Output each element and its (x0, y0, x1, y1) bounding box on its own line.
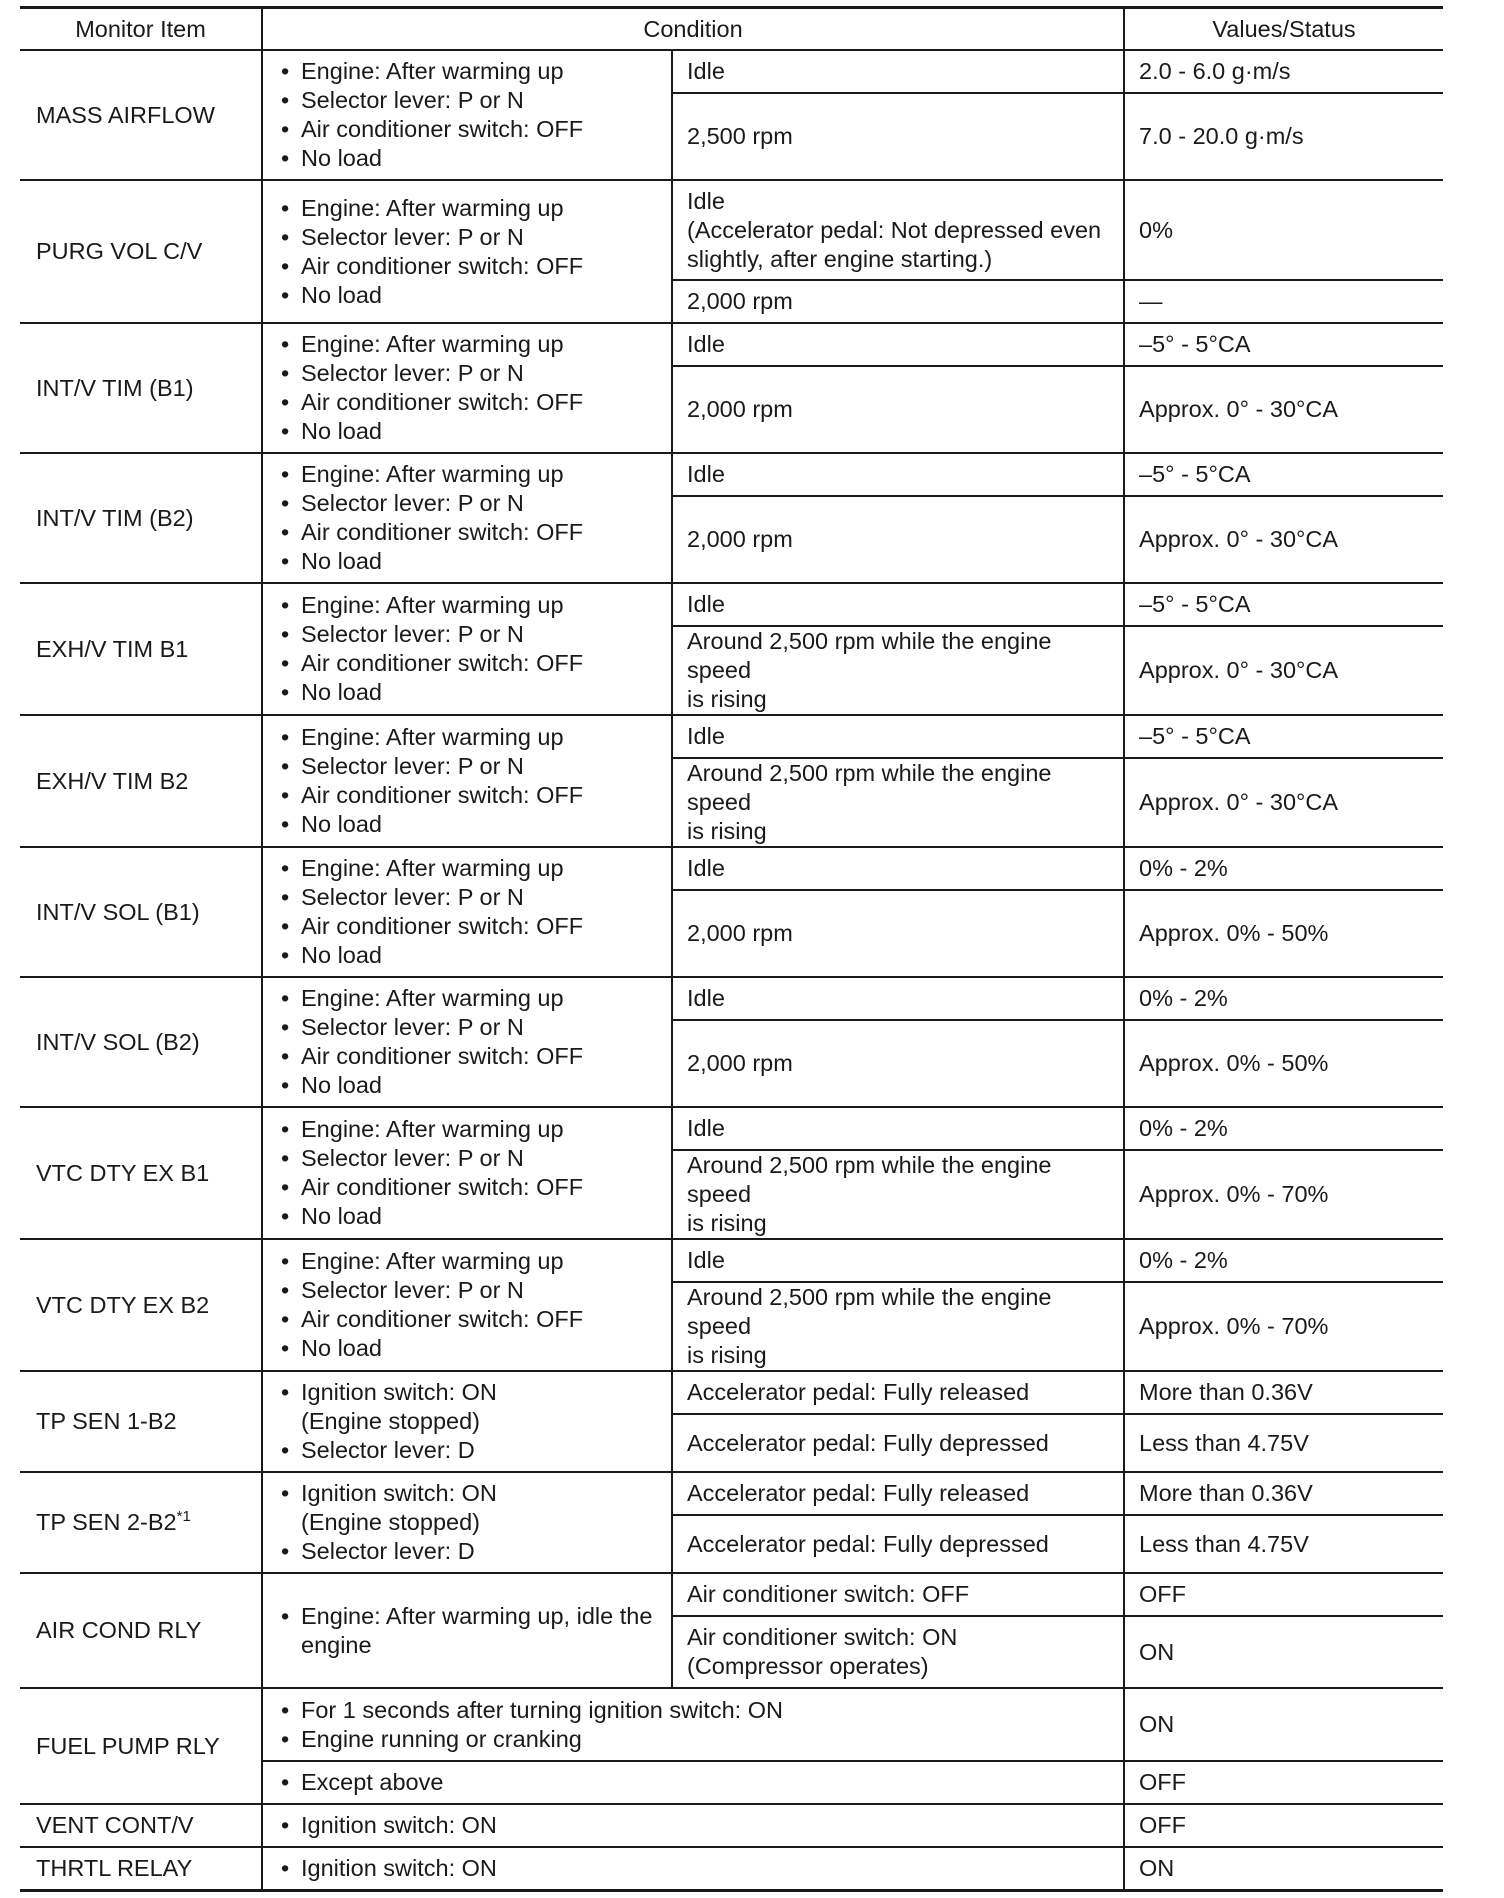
value-cell: 2.0 - 6.0 g·m/s (1124, 50, 1443, 93)
condition-bullet (277, 1144, 657, 1173)
value-cell: Approx. 0° - 30°CA (1124, 366, 1443, 453)
condition-bullet (277, 752, 657, 781)
condition-text: Selector lever: P or N (301, 1277, 524, 1303)
specific-condition-line: (Compressor operates) (687, 1653, 929, 1679)
condition-list (277, 57, 657, 173)
condition-bullet (277, 1602, 657, 1660)
value-cell: OFF (1124, 1573, 1443, 1616)
monitor-item-name: INT/V SOL (B1) (36, 898, 200, 925)
value-cell: Approx. 0% - 70% (1124, 1282, 1443, 1371)
table-row (20, 1239, 1443, 1282)
condition-bullet (277, 1202, 657, 1231)
specific-condition-cell: 2,500 rpm (672, 93, 1124, 180)
specific-condition-line: Around 2,500 rpm while the engine speed (687, 760, 1052, 815)
condition-text: No load (301, 1335, 382, 1361)
monitor-item-cell (20, 1371, 262, 1472)
condition-text: Engine: After warming up (301, 461, 564, 487)
monitor-item-cell (20, 847, 262, 977)
condition-text: Engine: After warming up (301, 855, 564, 881)
condition-text: No load (301, 548, 382, 574)
condition-line: engine (301, 1631, 372, 1658)
condition-bullet (277, 518, 657, 547)
condition-bullet (277, 223, 657, 252)
specific-condition-line: Around 2,500 rpm while the engine speed (687, 1152, 1052, 1207)
condition-cell (262, 1804, 1124, 1847)
value-cell: ON (1124, 1847, 1443, 1890)
condition-text: No load (301, 1203, 382, 1229)
condition-text: No load (301, 679, 382, 705)
condition-list (277, 1602, 657, 1660)
condition-bullet (277, 359, 657, 388)
monitor-item-name: INT/V TIM (B2) (36, 504, 194, 531)
monitor-item-cell (20, 715, 262, 847)
monitor-item-name: THRTL RELAY (36, 1854, 193, 1881)
value-cell: Less than 4.75V (1124, 1414, 1443, 1472)
monitor-item-name: EXH/V TIM B1 (36, 635, 189, 662)
general-condition-cell (262, 1573, 672, 1688)
condition-list (277, 984, 657, 1100)
condition-bullet (277, 86, 657, 115)
general-condition-cell (262, 1107, 672, 1239)
condition-text: Air conditioner switch: OFF (301, 913, 584, 939)
specific-condition-line: (Accelerator pedal: Not depressed even (687, 216, 1102, 243)
condition-bullet (277, 388, 657, 417)
condition-text: Air conditioner switch: OFF (301, 1174, 584, 1200)
table-row (20, 847, 1443, 890)
condition-list (277, 460, 657, 576)
monitor-item-name: VTC DTY EX B2 (36, 1291, 210, 1318)
specific-condition-cell: 2,000 rpm (672, 496, 1124, 583)
specific-condition-cell: Idle (672, 453, 1124, 496)
value-cell: Approx. 0% - 50% (1124, 890, 1443, 977)
footnote-marker: *1 (176, 1508, 191, 1525)
monitor-item-cell (20, 1847, 262, 1890)
value-cell: 0% - 2% (1124, 977, 1443, 1020)
specific-condition-cell: Idle (672, 1239, 1124, 1282)
condition-bullet (277, 1378, 657, 1436)
condition-bullet (277, 810, 657, 839)
specific-condition-cell: Idle (672, 847, 1124, 890)
condition-bullet (277, 1247, 657, 1276)
condition-line: • Selector lever: D (301, 1538, 475, 1564)
specific-condition-cell: Accelerator pedal: Fully released (672, 1472, 1124, 1515)
condition-list (277, 1378, 657, 1465)
specific-condition-cell: Idle (672, 1107, 1124, 1150)
specific-condition-line: slightly, after engine starting.) (687, 245, 993, 272)
value-cell: ON (1124, 1688, 1443, 1761)
table-row (20, 1573, 1443, 1616)
condition-line: • Ignition switch: ON (301, 1379, 497, 1405)
condition-bullet (277, 1436, 657, 1465)
monitor-item-cell (20, 977, 262, 1107)
condition-text: Engine: After warming up (301, 1248, 564, 1274)
condition-text: No load (301, 1072, 382, 1098)
value-cell: 0% - 2% (1124, 1107, 1443, 1150)
condition-bullet (277, 489, 657, 518)
condition-list (277, 1811, 1109, 1840)
specific-condition-line: Around 2,500 rpm while the engine speed (687, 628, 1052, 683)
condition-bullet (277, 1305, 657, 1334)
monitor-item-name: VTC DTY EX B1 (36, 1159, 210, 1186)
table-row (20, 180, 1443, 280)
condition-bullet (277, 1768, 1109, 1797)
condition-line: (Engine stopped) (301, 1408, 480, 1434)
table-row (20, 977, 1443, 1020)
condition-bullet (277, 1854, 1109, 1883)
specific-condition-cell (672, 758, 1124, 847)
condition-bullet (277, 781, 657, 810)
general-condition-cell (262, 847, 672, 977)
monitor-item-name: TP SEN 2-B2 (36, 1509, 177, 1535)
condition-bullet (277, 281, 657, 310)
condition-list (277, 1854, 1109, 1883)
table-row (20, 715, 1443, 758)
monitor-item-name: TP SEN 1-B2 (36, 1408, 177, 1434)
condition-text: Air conditioner switch: OFF (301, 116, 584, 142)
condition-text: Selector lever: P or N (301, 1145, 524, 1171)
condition-text: Air conditioner switch: OFF (301, 1306, 584, 1332)
condition-text: Engine: After warming up (301, 985, 564, 1011)
condition-bullet (277, 1537, 657, 1566)
condition-bullet (277, 1013, 657, 1042)
condition-bullet (277, 144, 657, 173)
condition-text: Air conditioner switch: OFF (301, 252, 584, 279)
specific-condition-cell (672, 1616, 1124, 1688)
condition-text: Engine: After warming up (301, 194, 564, 221)
value-cell: –5° - 5°CA (1124, 715, 1443, 758)
condition-cell (262, 1761, 1124, 1804)
condition-text: Engine: After warming up (301, 592, 564, 618)
condition-bullet (277, 883, 657, 912)
specific-condition-cell: 2,000 rpm (672, 366, 1124, 453)
condition-text: Selector lever: P or N (301, 223, 524, 250)
condition-text: Engine: After warming up (301, 58, 564, 84)
monitor-item-cell (20, 50, 262, 180)
condition-text: Air conditioner switch: OFF (301, 782, 584, 808)
condition-text: No load (301, 811, 382, 837)
condition-bullet (277, 941, 657, 970)
general-condition-cell (262, 977, 672, 1107)
condition-text: Selector lever: P or N (301, 884, 524, 910)
condition-text: Ignition switch: ON (301, 1812, 497, 1838)
specific-condition-cell (672, 180, 1124, 280)
monitor-item-name: PURG VOL C/V (36, 238, 203, 264)
header-row (20, 8, 1443, 51)
specific-condition-line: is rising (687, 686, 767, 712)
condition-bullet (277, 460, 657, 489)
condition-bullet (277, 854, 657, 883)
condition-text: Air conditioner switch: OFF (301, 650, 584, 676)
specific-condition-line: is rising (687, 1342, 767, 1368)
specific-condition-cell: Idle (672, 583, 1124, 626)
table-row (20, 1804, 1443, 1847)
condition-bullet (277, 678, 657, 707)
condition-bullet (277, 1071, 657, 1100)
specific-condition-cell: Idle (672, 50, 1124, 93)
value-cell: Approx. 0° - 30°CA (1124, 758, 1443, 847)
monitor-item-cell (20, 1804, 262, 1847)
condition-bullet (277, 330, 657, 359)
monitor-item-cell (20, 583, 262, 715)
value-cell: Approx. 0% - 50% (1124, 1020, 1443, 1107)
table-body (20, 50, 1443, 1890)
value-cell: Less than 4.75V (1124, 1515, 1443, 1573)
condition-bullet (277, 912, 657, 941)
monitor-item-cell (20, 1107, 262, 1239)
monitor-table-page (20, 6, 1443, 1892)
monitor-item-cell (20, 1472, 262, 1573)
specific-condition-cell: Idle (672, 715, 1124, 758)
value-cell: –5° - 5°CA (1124, 323, 1443, 366)
specific-condition-line: Air conditioner switch: ON (687, 1624, 958, 1650)
monitor-item-name: INT/V TIM (B1) (36, 374, 194, 401)
value-cell: 0% - 2% (1124, 1239, 1443, 1282)
condition-text: For 1 seconds after turning ignition switch: ON (301, 1696, 783, 1723)
condition-bullet (277, 547, 657, 576)
value-cell: Approx. 0° - 30°CA (1124, 496, 1443, 583)
condition-cell (262, 1688, 1124, 1761)
value-cell: OFF (1124, 1804, 1443, 1847)
general-condition-cell (262, 323, 672, 453)
monitor-item-name: EXH/V TIM B2 (36, 767, 189, 794)
condition-text: Engine: After warming up (301, 724, 564, 750)
monitor-item-cell (20, 1688, 262, 1804)
condition-text: Air conditioner switch: OFF (301, 1043, 584, 1069)
condition-list (277, 854, 657, 970)
header-monitor-item: Monitor Item (20, 8, 262, 51)
general-condition-cell (262, 715, 672, 847)
table-row (20, 1472, 1443, 1515)
general-condition-cell (262, 180, 672, 323)
value-cell: –5° - 5°CA (1124, 453, 1443, 496)
table-row (20, 323, 1443, 366)
general-condition-cell (262, 453, 672, 583)
condition-list (277, 1479, 657, 1566)
condition-line: • Selector lever: D (301, 1437, 475, 1463)
condition-bullet (277, 1276, 657, 1305)
monitor-item-cell (20, 323, 262, 453)
monitor-item-name: AIR COND RLY (36, 1617, 202, 1643)
condition-text: No load (301, 942, 382, 968)
condition-bullet (277, 1479, 657, 1537)
specific-condition-line: Around 2,500 rpm while the engine speed (687, 1284, 1052, 1339)
condition-text: No load (301, 281, 382, 308)
table-row (20, 1847, 1443, 1890)
table-row (20, 1107, 1443, 1150)
condition-bullet (277, 1696, 1109, 1725)
general-condition-cell (262, 1472, 672, 1573)
value-cell: Approx. 0° - 30°CA (1124, 626, 1443, 715)
condition-bullet (277, 417, 657, 446)
condition-bullet (277, 1115, 657, 1144)
monitor-item-name: FUEL PUMP RLY (36, 1732, 220, 1759)
specific-condition-cell: 2,000 rpm (672, 1020, 1124, 1107)
monitor-item-name: INT/V SOL (B2) (36, 1028, 200, 1055)
condition-list (277, 1115, 657, 1231)
condition-text: Selector lever: P or N (301, 753, 524, 779)
specific-condition-cell: 2,000 rpm (672, 280, 1124, 323)
condition-list (277, 591, 657, 707)
value-cell: 0% - 2% (1124, 847, 1443, 890)
condition-cell (262, 1847, 1124, 1890)
condition-text: Engine: After warming up (301, 331, 564, 357)
condition-bullet (277, 194, 657, 223)
table-row (20, 583, 1443, 626)
general-condition-cell (262, 583, 672, 715)
condition-bullet (277, 57, 657, 86)
condition-bullet (277, 1811, 1109, 1840)
specific-condition-line: is rising (687, 1210, 767, 1236)
condition-text: Engine: After warming up (301, 1116, 564, 1142)
general-condition-cell (262, 1239, 672, 1371)
condition-line: (Engine stopped) (301, 1509, 480, 1535)
condition-text: Selector lever: P or N (301, 87, 524, 113)
monitor-item-table (20, 6, 1443, 1892)
specific-condition-cell: Accelerator pedal: Fully released (672, 1371, 1124, 1414)
value-cell: –5° - 5°CA (1124, 583, 1443, 626)
specific-condition-cell: 2,000 rpm (672, 890, 1124, 977)
value-cell: — (1124, 280, 1443, 323)
table-row (20, 1688, 1443, 1761)
specific-condition-cell (672, 1282, 1124, 1371)
header-values-status: Values/Status (1124, 8, 1443, 51)
condition-bullet (277, 252, 657, 281)
general-condition-cell (262, 50, 672, 180)
table-row (20, 1371, 1443, 1414)
condition-text: Air conditioner switch: OFF (301, 519, 584, 545)
value-cell: 7.0 - 20.0 g·m/s (1124, 93, 1443, 180)
specific-condition-line: is rising (687, 818, 767, 844)
general-condition-cell (262, 1371, 672, 1472)
condition-text: Selector lever: P or N (301, 490, 524, 516)
specific-condition-cell: Idle (672, 977, 1124, 1020)
condition-bullet (277, 1173, 657, 1202)
specific-condition-cell (672, 1150, 1124, 1239)
condition-text: No load (301, 418, 382, 444)
monitor-item-cell (20, 453, 262, 583)
condition-bullet (277, 591, 657, 620)
specific-condition-cell: Accelerator pedal: Fully depressed (672, 1414, 1124, 1472)
value-cell: Approx. 0% - 70% (1124, 1150, 1443, 1239)
condition-list (277, 194, 657, 310)
condition-bullet (277, 115, 657, 144)
table-row (20, 453, 1443, 496)
condition-text: Except above (301, 1769, 444, 1795)
condition-text: Selector lever: P or N (301, 621, 524, 647)
condition-list (277, 1247, 657, 1363)
condition-list (277, 330, 657, 446)
condition-bullet (277, 620, 657, 649)
condition-list (277, 723, 657, 839)
condition-text: Selector lever: P or N (301, 1014, 524, 1040)
condition-text: Air conditioner switch: OFF (301, 389, 584, 415)
value-cell: More than 0.36V (1124, 1472, 1443, 1515)
condition-bullet (277, 1334, 657, 1363)
condition-bullet (277, 984, 657, 1013)
condition-list (277, 1696, 1109, 1754)
condition-bullet (277, 649, 657, 678)
condition-text: Ignition switch: ON (301, 1854, 497, 1881)
monitor-item-cell (20, 1573, 262, 1688)
condition-bullet (277, 1725, 1109, 1754)
condition-text: Selector lever: P or N (301, 360, 524, 386)
specific-condition-cell: Accelerator pedal: Fully depressed (672, 1515, 1124, 1573)
specific-condition-cell: Air conditioner switch: OFF (672, 1573, 1124, 1616)
specific-condition-cell (672, 626, 1124, 715)
monitor-item-cell (20, 180, 262, 323)
condition-list (277, 1768, 1109, 1797)
specific-condition-line: Idle (687, 187, 725, 214)
condition-text: Engine running or cranking (301, 1725, 582, 1752)
value-cell: 0% (1124, 180, 1443, 280)
condition-line: • Engine: After warming up, idle the (301, 1602, 653, 1629)
condition-bullet (277, 723, 657, 752)
value-cell: More than 0.36V (1124, 1371, 1443, 1414)
condition-line: • Ignition switch: ON (301, 1480, 497, 1506)
table-row (20, 50, 1443, 93)
value-cell: OFF (1124, 1761, 1443, 1804)
monitor-item-name: MASS AIRFLOW (36, 101, 215, 128)
monitor-item-cell (20, 1239, 262, 1371)
value-cell: ON (1124, 1616, 1443, 1688)
condition-text: No load (301, 145, 382, 171)
header-condition: Condition (262, 8, 1124, 51)
condition-bullet (277, 1042, 657, 1071)
specific-condition-cell: Idle (672, 323, 1124, 366)
monitor-item-name: VENT CONT/V (36, 1812, 194, 1838)
